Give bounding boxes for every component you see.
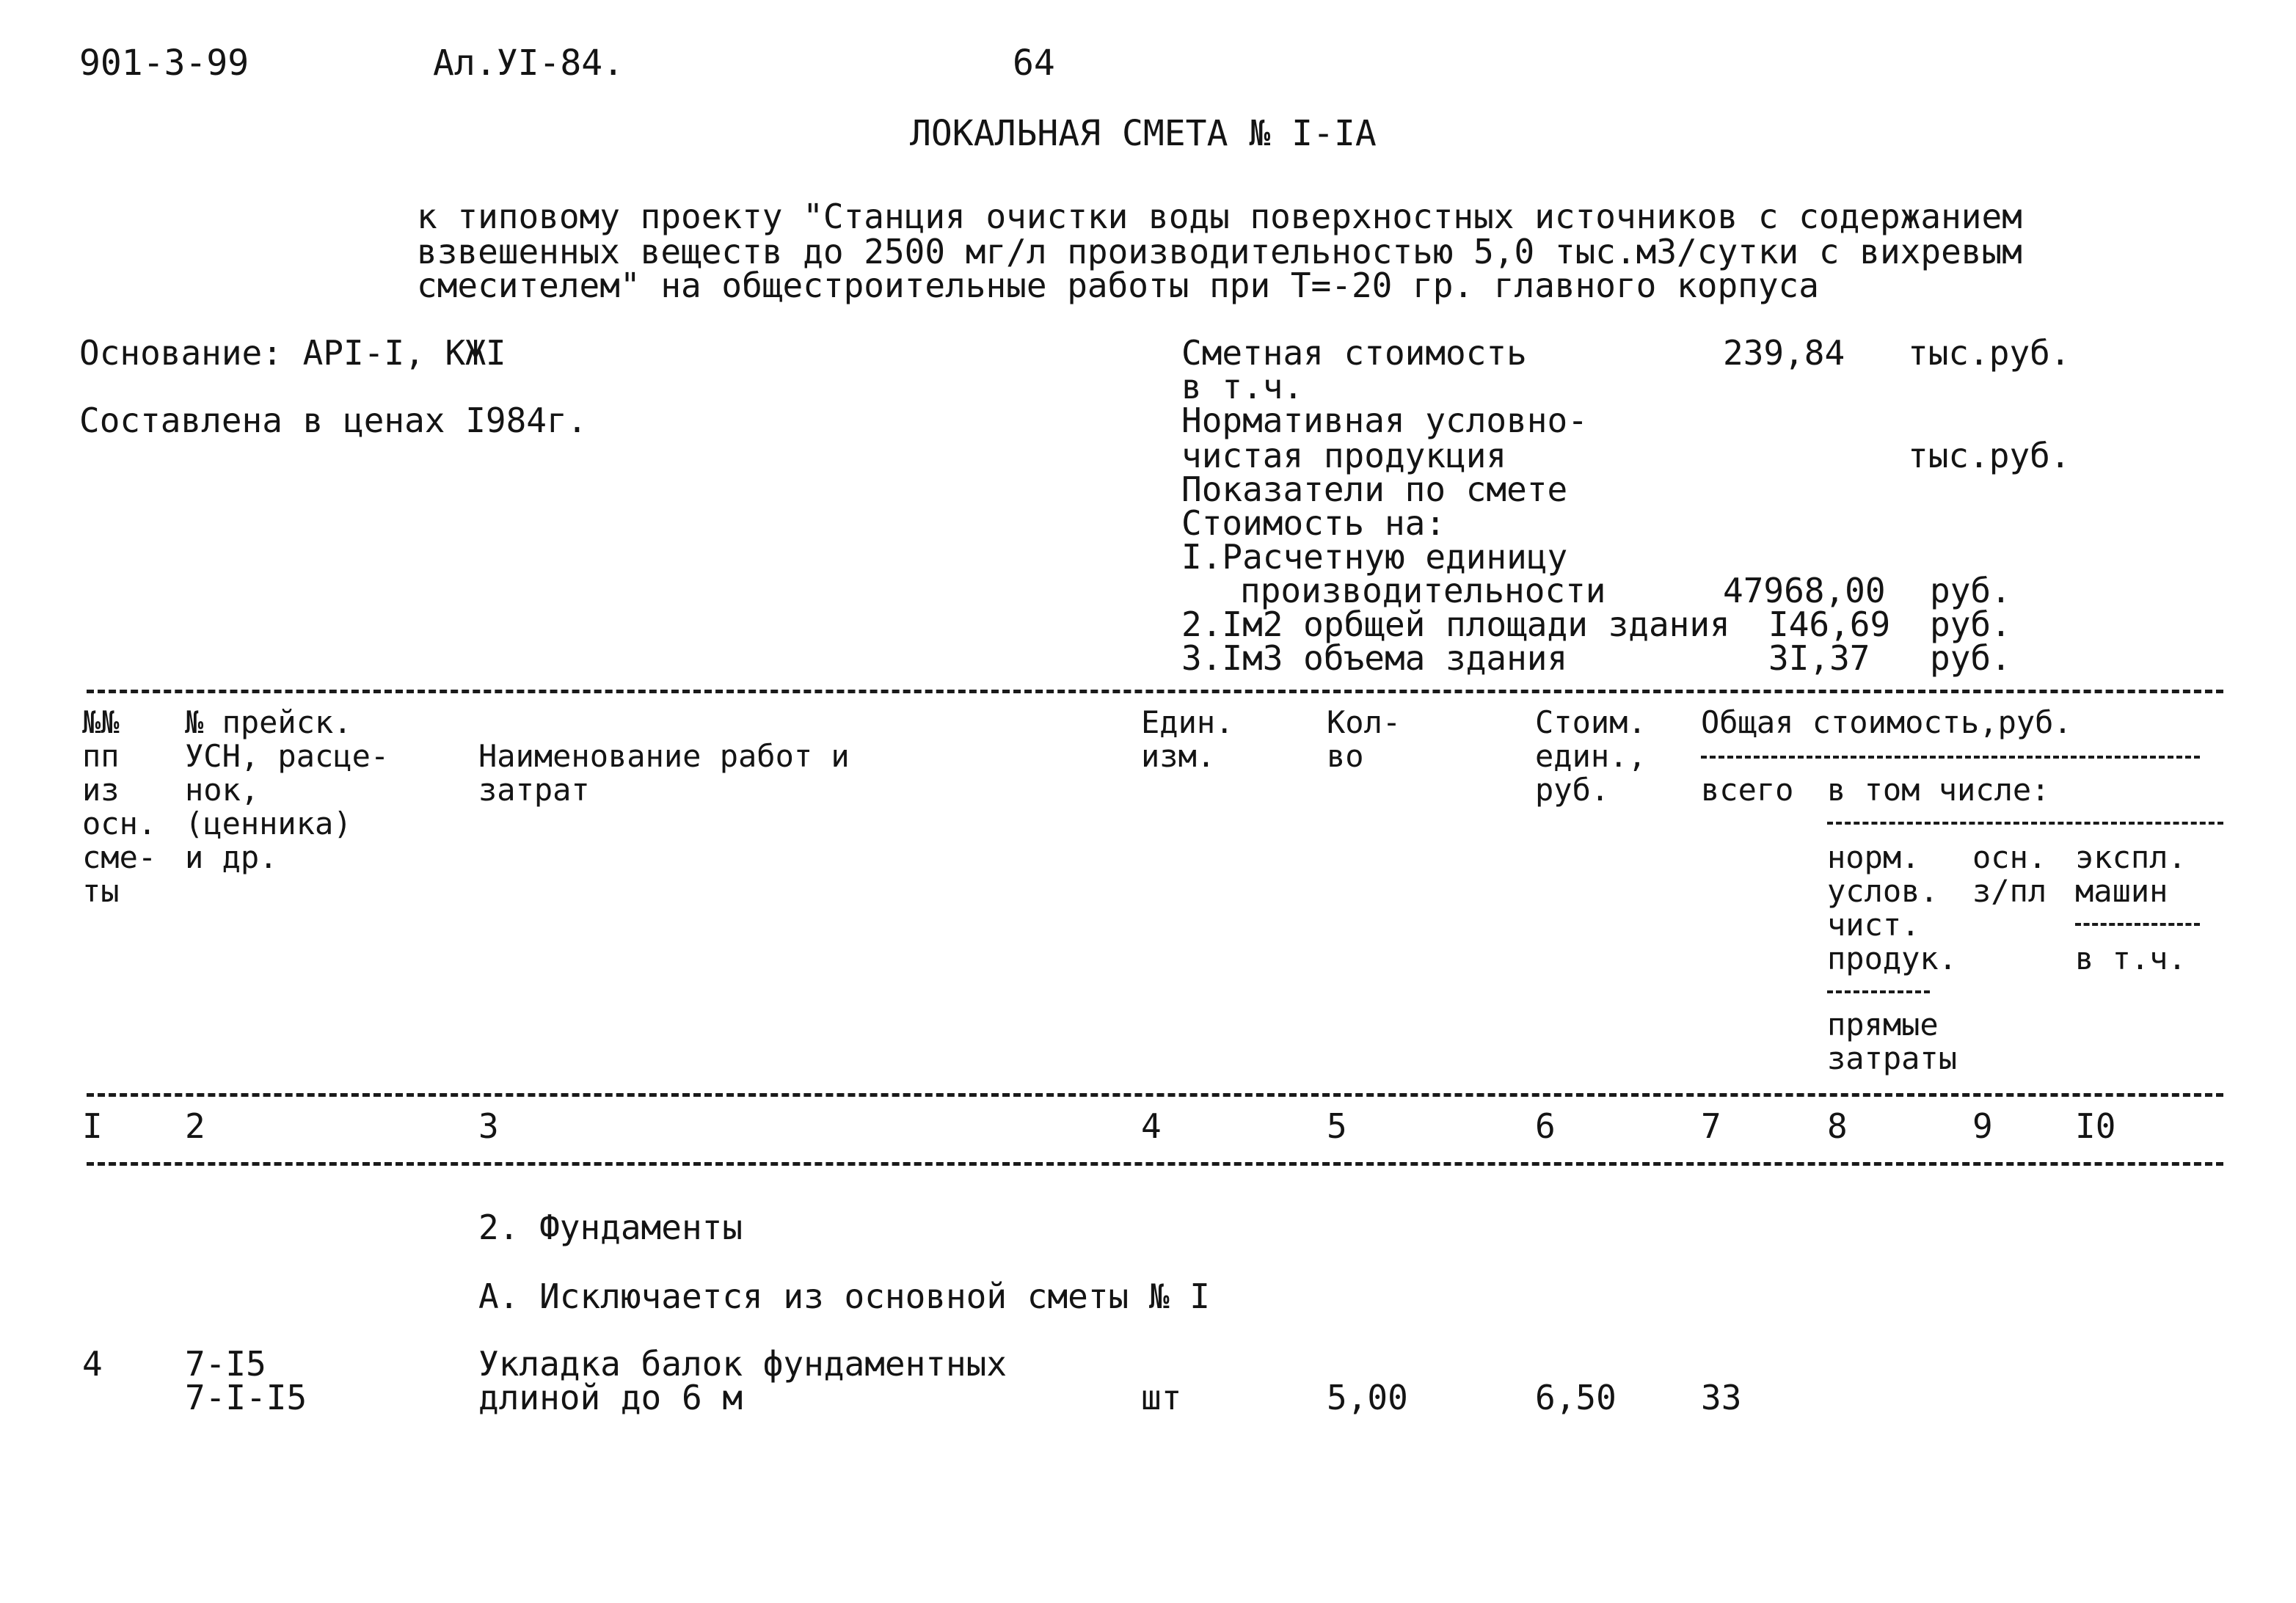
col10-incl: в т.ч.: [2075, 941, 2187, 976]
estimated-cost-value: 239,84: [1723, 333, 1845, 373]
col4-header-line-1: Един.: [1141, 704, 1234, 740]
subtitle-line-1: к типовому проекту "Станция очистки воды поверхностных источников с содержанием: [417, 197, 2022, 236]
indicators-label: Показатели по смете: [1181, 470, 1568, 509]
total-cost-rule: [1701, 756, 2200, 759]
col9-header-line-2: з/пл: [1972, 873, 2047, 909]
col1-header-line-6: ты: [82, 873, 120, 909]
subsection-heading: А. Исключается из основной сметы № I: [478, 1277, 1210, 1316]
col10-header-line-1: экспл.: [2075, 839, 2187, 875]
col9-header-line-1: осн.: [1972, 839, 2047, 875]
col-number-1: I: [82, 1106, 103, 1146]
col-number-7: 7: [1701, 1106, 1721, 1146]
indicator-2-value: I46,69: [1768, 605, 1891, 644]
including-header: в том числе:: [1827, 772, 2050, 808]
col-number-3: 3: [478, 1106, 499, 1146]
indicator-3-label: 3.Iм3 объема здания: [1181, 638, 1568, 678]
col8-header-line-3: чист.: [1827, 907, 1920, 943]
col5-header-line-1: Кол-: [1327, 704, 1402, 740]
col-number-6: 6: [1535, 1106, 1556, 1146]
page-number: 64: [1013, 43, 1055, 84]
col2-header-line-1: № прейск.: [185, 704, 352, 740]
normative-unit: тыс.руб.: [1908, 436, 2071, 475]
col-number-8: 8: [1827, 1106, 1848, 1146]
estimated-cost-label: Сметная стоимость: [1181, 333, 1527, 373]
indicator-2-unit: руб.: [1930, 605, 2011, 644]
row-code-2: 7-I-I5: [185, 1378, 307, 1417]
row-code-1: 7-I5: [185, 1344, 266, 1384]
col10-rule: [2075, 923, 2200, 926]
section-heading: 2. Фундаменты: [478, 1208, 743, 1247]
col1-header-line-1: №№: [82, 704, 120, 740]
col3-header-line-2: затрат: [478, 772, 590, 808]
col2-header-line-2: УСН, расце-: [185, 738, 390, 774]
col8-direct-line-1: прямые: [1827, 1007, 1939, 1043]
including-label: в т.ч.: [1181, 367, 1304, 406]
row-number: 4: [82, 1344, 103, 1384]
subtitle-line-3: смесителем" на общестроительные работы при Т=-20 гр. главного корпуса: [417, 266, 1819, 305]
col2-header-line-3: нок,: [185, 772, 260, 808]
indicator-1-label-2: производительности: [1240, 571, 1606, 610]
col8-header-line-1: норм.: [1827, 839, 1920, 875]
indicator-3-unit: руб.: [1930, 638, 2011, 678]
total-cost-header: Общая стоимость,руб.: [1701, 704, 2072, 740]
total-header: всего: [1701, 772, 1794, 808]
col5-header-line-2: во: [1327, 738, 1364, 774]
col1-header-line-5: сме-: [82, 839, 157, 875]
basis-text: Основание: АРI-I, КЖI: [79, 333, 506, 373]
col6-header-line-1: Стоим.: [1535, 704, 1647, 740]
row-unit-price: 6,50: [1535, 1378, 1617, 1417]
col-number-5: 5: [1327, 1106, 1347, 1146]
col6-header-line-2: един.,: [1535, 738, 1647, 774]
including-rule: [1827, 822, 2223, 825]
cost-on-label: Стоимость на:: [1181, 503, 1446, 543]
row-name-line-2: длиной до 6 м: [478, 1378, 743, 1417]
col8-rule: [1827, 990, 1930, 993]
col2-header-line-5: и др.: [185, 839, 278, 875]
normative-label-2: чистая продукция: [1181, 436, 1507, 475]
document-code: 901-3-99: [79, 43, 249, 84]
col3-header-line-1: Наименование работ и: [478, 738, 850, 774]
indicator-1-label-1: I.Расчетную единицу: [1181, 537, 1568, 577]
col-number-4: 4: [1141, 1106, 1162, 1146]
table-top-rule: [87, 690, 2223, 693]
indicator-1-unit: руб.: [1930, 571, 2011, 610]
subtitle-line-2: взвешенных веществ до 2500 мг/л производительностью 5,0 тыс.м3/сутки с вихревым: [417, 232, 2022, 271]
indicator-3-value: 3I,37: [1768, 638, 1870, 678]
col1-header-line-2: пп: [82, 738, 120, 774]
indicator-2-label: 2.Iм2 орбщей площади здания: [1181, 605, 1730, 644]
col10-header-line-2: машин: [2075, 873, 2168, 909]
col-number-9: 9: [1972, 1106, 1993, 1146]
estimated-cost-unit: тыс.руб.: [1908, 333, 2071, 373]
col-number-2: 2: [185, 1106, 205, 1146]
col-number-10: I0: [2075, 1106, 2116, 1146]
col1-header-line-3: из: [82, 772, 120, 808]
col8-header-line-2: услов.: [1827, 873, 1939, 909]
col8-header-line-4: продук.: [1827, 941, 1958, 976]
column-numbers-rule: [87, 1162, 2223, 1166]
album-number: Ал.УI-84.: [433, 43, 624, 84]
row-name-line-1: Укладка балок фундаментных: [478, 1344, 1007, 1384]
header-bottom-rule: [87, 1093, 2223, 1097]
col8-direct-line-2: затраты: [1827, 1040, 1958, 1076]
row-total: 33: [1701, 1378, 1742, 1417]
col1-header-line-4: осн.: [82, 806, 157, 841]
normative-label-1: Нормативная условно-: [1181, 401, 1588, 440]
estimate-title: ЛОКАЛЬНАЯ СМЕТА № I-IA: [910, 113, 1377, 154]
indicator-1-value: 47968,00: [1723, 571, 1886, 610]
prices-year-text: Составлена в ценах I984г.: [79, 401, 588, 440]
row-unit: шт: [1141, 1378, 1182, 1417]
col4-header-line-2: изм.: [1141, 738, 1216, 774]
col2-header-line-4: (ценника): [185, 806, 352, 841]
row-quantity: 5,00: [1327, 1378, 1408, 1417]
col6-header-line-3: руб.: [1535, 772, 1610, 808]
